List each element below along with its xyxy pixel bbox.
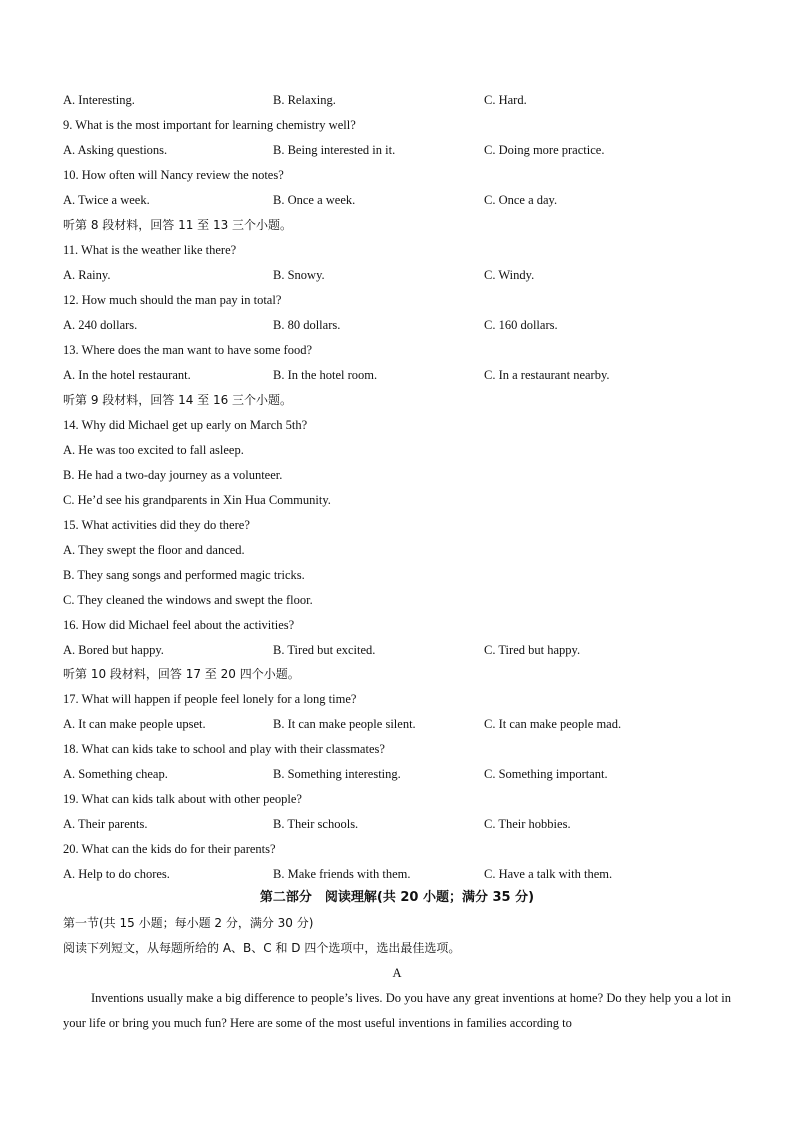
q14-option-b: B. He had a two-day journey as a volunteer. bbox=[63, 468, 283, 482]
instruction-material-9: 听第 9 段材料，回答 14 至 16 三个小题。 bbox=[63, 393, 293, 407]
q13-option-b: B. In the hotel room. bbox=[273, 368, 378, 382]
q12-option-c: C. 160 dollars. bbox=[484, 318, 558, 332]
q17-option-c: C. It can make people mad. bbox=[484, 717, 622, 731]
q16-option-c: C. Tired but happy. bbox=[484, 643, 581, 657]
q13-question: 13. Where does the man want to have some food? bbox=[63, 343, 312, 357]
q12-question: 12. How much should the man pay in total? bbox=[63, 293, 282, 307]
q10-question: 10. How often will Nancy review the notes? bbox=[63, 168, 284, 182]
q17-question: 17. What will happen if people feel lonely for a long time? bbox=[63, 692, 357, 706]
q10-option-b: B. Once a week. bbox=[273, 193, 356, 207]
q16-option-b: B. Tired but excited. bbox=[273, 643, 376, 657]
q11-option-a: A. Rainy. bbox=[63, 268, 111, 282]
q15-question: 15. What activities did they do there? bbox=[63, 518, 250, 532]
instruction-material-8: 听第 8 段材料，回答 11 至 13 三个小题。 bbox=[63, 218, 293, 232]
reading-instruction: 阅读下列短文，从每题所给的 A、B、C 和 D 四个选项中，选出最佳选项。 bbox=[63, 941, 461, 955]
q20-option-b: B. Make friends with them. bbox=[273, 867, 411, 881]
q18-option-a: A. Something cheap. bbox=[63, 767, 168, 781]
q19-question: 19. What can kids talk about with other people? bbox=[63, 792, 302, 806]
q8-option-c: C. Hard. bbox=[484, 93, 527, 107]
q15-option-c: C. They cleaned the windows and swept the floor. bbox=[63, 593, 313, 607]
q13-option-c: C. In a restaurant nearby. bbox=[484, 368, 610, 382]
instruction-material-10: 听第 10 段材料，回答 17 至 20 四个小题。 bbox=[63, 667, 300, 681]
q18-option-b: B. Something interesting. bbox=[273, 767, 401, 781]
q9-option-a: A. Asking questions. bbox=[63, 143, 168, 157]
q9-question: 9. What is the most important for learning chemistry well? bbox=[63, 118, 356, 132]
q8-option-b: B. Relaxing. bbox=[273, 93, 336, 107]
q12-option-b: B. 80 dollars. bbox=[273, 318, 341, 332]
q8-option-a: A. Interesting. bbox=[63, 93, 135, 107]
q18-option-c: C. Something important. bbox=[484, 767, 608, 781]
part-two-title: 第二部分 阅读理解(共 20 小题；满分 35 分) bbox=[259, 890, 535, 905]
q15-option-a: A. They swept the floor and danced. bbox=[63, 543, 245, 557]
q11-option-b: B. Snowy. bbox=[273, 268, 325, 282]
q16-option-a: A. Bored but happy. bbox=[63, 643, 164, 657]
q19-option-b: B. Their schools. bbox=[273, 817, 359, 831]
q20-option-c: C. Have a talk with them. bbox=[484, 867, 613, 881]
q15-option-b: B. They sang songs and performed magic tricks. bbox=[63, 568, 305, 582]
q14-option-c: C. He’d see his grandparents in Xin Hua Community. bbox=[63, 493, 331, 507]
section-one-header: 第一节(共 15 小题；每小题 2 分，满分 30 分) bbox=[63, 916, 314, 930]
q10-option-c: C. Once a day. bbox=[484, 193, 558, 207]
q17-option-b: B. It can make people silent. bbox=[273, 717, 416, 731]
q14-question: 14. Why did Michael get up early on March 5th? bbox=[63, 418, 308, 432]
q20-option-a: A. Help to do chores. bbox=[63, 867, 170, 881]
passage-a-text: Inventions usually make a big difference to people’s lives. Do you have any great inventions at home? Do they help you a lot in your life or bring you much fun? Here are some of the most useful inventions in families according to bbox=[63, 991, 731, 1030]
q9-option-b: B. Being interested in it. bbox=[273, 143, 396, 157]
q14-option-a: A. He was too excited to fall asleep. bbox=[63, 443, 244, 457]
q10-option-a: A. Twice a week. bbox=[63, 193, 150, 207]
q18-question: 18. What can kids take to school and play with their classmates? bbox=[63, 742, 385, 756]
passage-label: A bbox=[392, 966, 402, 980]
q11-question: 11. What is the weather like there? bbox=[63, 243, 237, 257]
q12-option-a: A. 240 dollars. bbox=[63, 318, 138, 332]
q11-option-c: C. Windy. bbox=[484, 268, 535, 282]
q17-option-a: A. It can make people upset. bbox=[63, 717, 206, 731]
q20-question: 20. What can the kids do for their parents? bbox=[63, 842, 276, 856]
q13-option-a: A. In the hotel restaurant. bbox=[63, 368, 191, 382]
q19-option-a: A. Their parents. bbox=[63, 817, 148, 831]
q16-question: 16. How did Michael feel about the activities? bbox=[63, 618, 295, 632]
q19-option-c: C. Their hobbies. bbox=[484, 817, 571, 831]
q9-option-c: C. Doing more practice. bbox=[484, 143, 605, 157]
